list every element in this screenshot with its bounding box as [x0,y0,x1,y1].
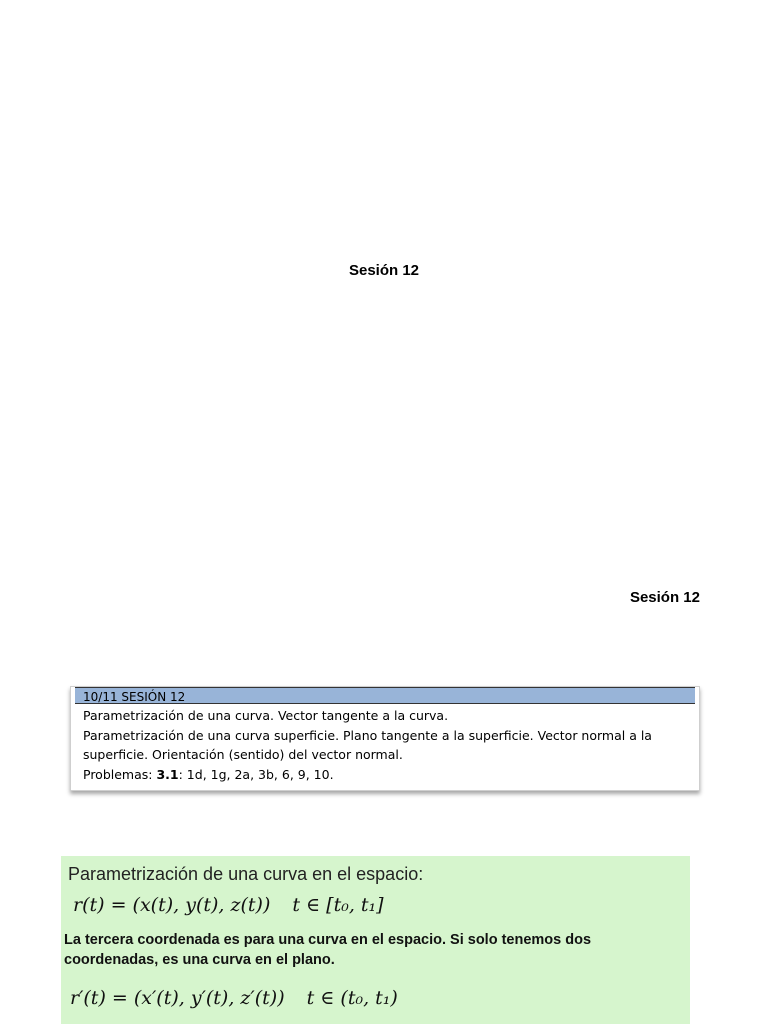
session-header: 10/11 SESIÓN 12 [75,687,695,704]
session-body [71,704,699,790]
problems-list: : 1d, 1g, 2a, 3b, 6, 9, 10. [178,766,334,782]
problems-label: Problemas: [83,766,157,782]
page-title-right: Sesión 12 [629,589,700,606]
session-summary-box [70,686,700,791]
session-line-1: Parametrización de una curva. Vector tangente a la curva. [83,708,449,723]
session-line-2: Parametrización de una curva superficie. Plano tangente a la superficie. Vector normal a la superficie. Orientación (sentido) del vector normal. [83,727,652,762]
problems-section: 3.1 [156,766,179,782]
derivative-formula [70,987,398,1009]
derivative-formula-expression: r′(t) = (x′(t), y′(t), z′(t)) [70,987,285,1009]
curve-note: La tercera coordenada es para una curva en el espacio. Si solo tenemos dos coordenadas, es una curva en el plano. [64,932,592,968]
curve-parametrization-box [61,856,690,1024]
session-problems [83,765,687,785]
curve-parametrization-title: Parametrización de una curva en el espacio: [68,864,424,884]
derivative-formula-domain: t ∈ (t₀, t₁) [306,987,398,1009]
page-title-center: Sesión 12 [348,262,420,279]
curve-formula-expression: r(t) = (x(t), y(t), z(t)) [73,894,271,916]
curve-formula-domain: t ∈ [t₀, t₁] [292,894,384,916]
curve-formula [73,894,384,916]
